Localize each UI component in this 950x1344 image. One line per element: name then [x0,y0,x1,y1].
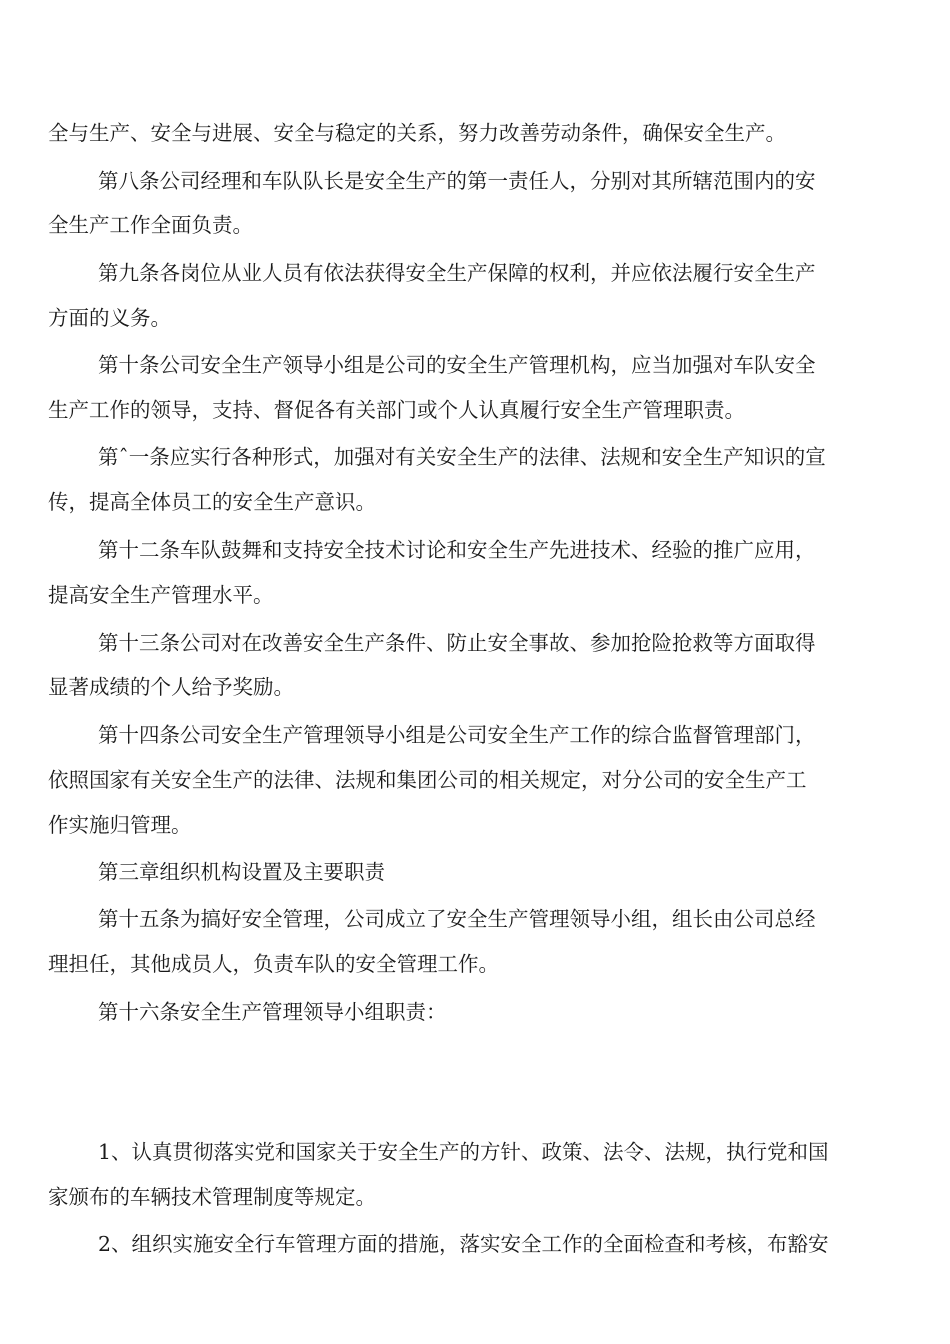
text-line: 家颁布的车辆技术管理制度等规定。 [48,1185,376,1209]
text-line: 第八条公司经理和车队队长是安全生产的第一责任人，分别对其所辖范围内的安 [98,169,816,193]
text-line: 显著成绩的个人给予奖励。 [48,675,294,699]
section-heading: 第三章组织机构设置及主要职责 [98,860,385,884]
text-line: 2、组织实施安全行车管理方面的措施，落实安全工作的全面检查和考核，布豁安 [98,1232,829,1256]
text-line: 生产工作的领导，支持、督促各有关部门或个人认真履行安全生产管理职责。 [48,398,745,422]
text-line: 第十三条公司对在改善安全生产条件、防止安全事故、参加抢险抢救等方面取得 [98,631,816,655]
text-line: 第十六条安全生产管理领导小组职责： [98,1000,447,1024]
text-line: 第十条公司安全生产领导小组是公司的安全生产管理机构，应当加强对车队安全 [98,353,816,377]
text-line: 第ˆ一条应实行各种形式，加强对有关安全生产的法律、法规和安全生产知识的宣 [98,445,826,469]
text-line: 第九条各岗位从业人员有依法获得安全生产保障的权利，并应依法履行安全生产 [98,261,816,285]
text-line: 第十二条车队鼓舞和支持安全技术讨论和安全生产先进技术、经验的推广应用， [98,538,816,562]
text-line: 作实施归管理。 [48,813,192,837]
text-line: 全生产工作全面负责。 [48,213,253,237]
text-line: 提高安全生产管理水平。 [48,583,274,607]
text-line: 1、认真贯彻落实党和国家关于安全生产的方针、政策、法令、法规，执行党和国 [98,1140,829,1164]
text-line: 传，提高全体员工的安全生产意识。 [48,490,376,514]
text-line: 全与生产、安全与进展、安全与稳定的关系，努力改善劳动条件，确保安全生产。 [48,121,786,145]
text-line: 依照国家有关安全生产的法律、法规和集团公司的相关规定，对分公司的安全生产工 [48,768,807,792]
text-line: 方面的义务。 [48,306,171,330]
text-line: 第十四条公司安全生产管理领导小组是公司安全生产工作的综合监督管理部门， [98,723,816,747]
text-line: 理担任，其他成员人，负责车队的安全管理工作。 [48,952,499,976]
text-line: 第十五条为搞好安全管理，公司成立了安全生产管理领导小组，组长由公司总经 [98,907,816,931]
